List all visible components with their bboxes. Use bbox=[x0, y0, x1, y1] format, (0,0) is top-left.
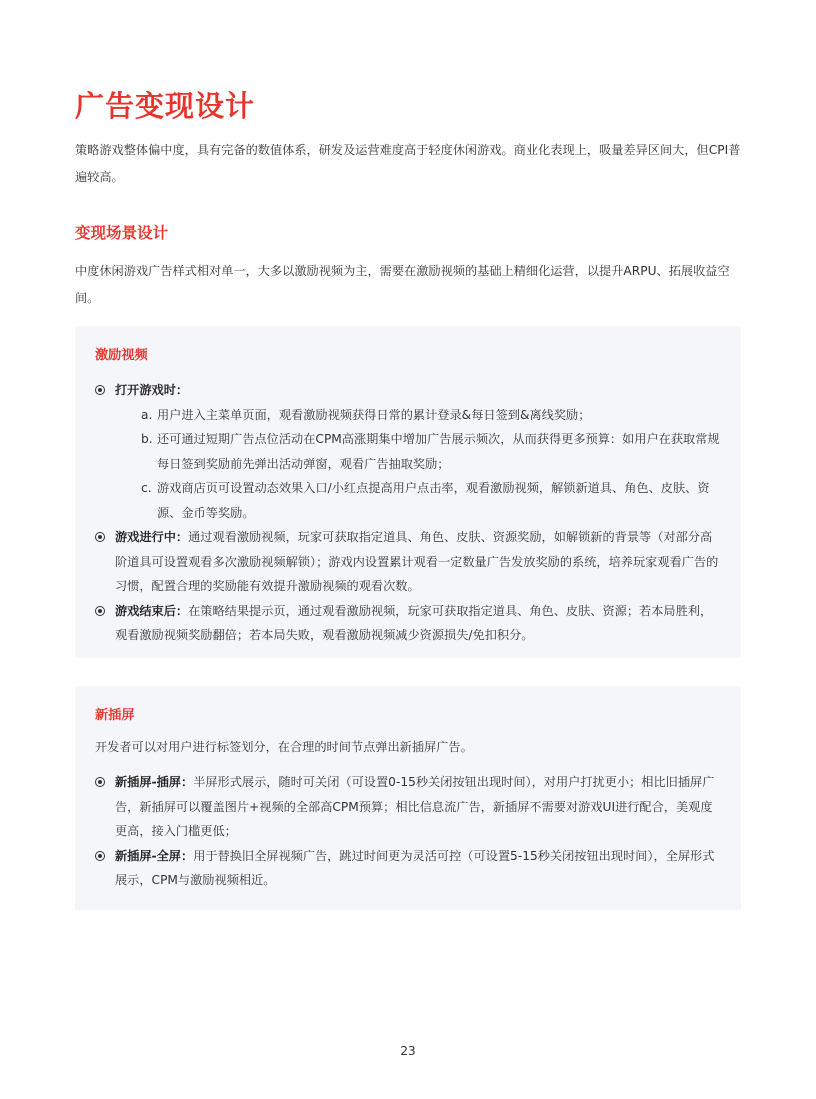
radio-bullet-icon bbox=[95, 385, 105, 395]
sub-item bbox=[115, 403, 721, 428]
new-interstitial-card bbox=[75, 686, 741, 910]
list-item bbox=[95, 525, 721, 599]
intro-paragraph: 策略游戏整体偏中度，具有完备的数值体系，研发及运营难度高于轻度休闲游戏。商业化表现上，吸量差异区间大，但CPI普遍较高。 bbox=[75, 143, 741, 184]
card-title: 新插屏 bbox=[95, 708, 135, 723]
sub-item bbox=[115, 476, 721, 525]
bullet-list bbox=[95, 770, 721, 893]
item-text: 用于替换旧全屏视频广告，跳过时间更为灵活可控（可设置5-15秒关闭按钮出现时间），全屏形式展示，CPM与激励视频相近。 bbox=[115, 848, 715, 887]
list-item bbox=[95, 844, 721, 893]
item-label: 游戏结束后： bbox=[115, 603, 189, 618]
bullet-list bbox=[95, 378, 721, 648]
section-heading: 变现场景设计 bbox=[75, 224, 169, 242]
page-number: 23 bbox=[400, 1044, 416, 1058]
list-item bbox=[95, 770, 721, 844]
section-intro-paragraph: 中度休闲游戏广告样式相对单一，大多以激励视频为主，需要在激励视频的基础上精细化运营，以提升ARPU、拓展收益空间。 bbox=[75, 264, 730, 305]
card-title: 激励视频 bbox=[95, 348, 148, 363]
item-text: 在策略结果提示页，通过观看激励视频，玩家可获取指定道具、角色、皮肤、资源；若本局胜利，观看激励视频奖励翻倍；若本局失败，观看激励视频减少资源损失/免扣积分。 bbox=[115, 603, 713, 642]
item-label: 打开游戏时： bbox=[115, 383, 189, 397]
card-description: 开发者可以对用户进行标签划分，在合理的时间节点弹出新插屏广告。 bbox=[95, 740, 473, 754]
item-label: 游戏进行中： bbox=[115, 530, 189, 544]
sub-list bbox=[115, 403, 721, 526]
sub-item-text: 还可通过短期广告点位活动在CPM高涨期集中增加广告展示频次，从而获得更多预算：如用户在获取常规每日签到奖励前先弹出活动弹窗，观看广告抽取奖励； bbox=[157, 432, 720, 471]
item-label: 新插屏-全屏： bbox=[115, 848, 194, 863]
item-label: 新插屏-插屏： bbox=[115, 775, 194, 789]
sub-item-letter: c. bbox=[141, 481, 152, 495]
radio-bullet-icon bbox=[95, 532, 105, 542]
sub-item-letter: a. bbox=[141, 407, 153, 422]
item-text: 通过观看激励视频，玩家可获取指定道具、角色、皮肤、资源奖励，如解锁新的背景等（对部分高阶道具可设置观看多次激励视频解锁）；游戏内设置累计观看一定数量广告发放奖励的系统，培养玩家观看广告的习惯，配置合理的奖励能有效提升激励视频的观看次数。 bbox=[115, 530, 719, 593]
sub-item-text: 游戏商店页可设置动态效果入口/小红点提高用户点击率，观看激励视频，解锁新道具、角色、皮肤、资源、金币等奖励。 bbox=[157, 481, 710, 520]
page-title: 广告变现设计 bbox=[75, 89, 256, 123]
sub-item-text: 用户进入主菜单页面，观看激励视频获得日常的累计登录&每日签到&离线奖励； bbox=[157, 407, 591, 422]
sub-item-letter: b. bbox=[141, 432, 153, 446]
item-text: 半屏形式展示，随时可关闭（可设置0-15秒关闭按钮出现时间），对用户打扰更小；相比旧插屏广告，新插屏可以覆盖图片+视频的全部高CPM预算；相比信息流广告，新插屏不需要对游戏UI进行配合，美观度更高，接入门槛更低； bbox=[115, 775, 715, 838]
list-item bbox=[95, 378, 721, 525]
radio-bullet-icon bbox=[95, 777, 105, 787]
rewarded-video-card bbox=[75, 326, 741, 658]
radio-bullet-icon bbox=[95, 851, 105, 861]
radio-bullet-icon bbox=[95, 606, 105, 616]
sub-item bbox=[115, 427, 721, 476]
list-item bbox=[95, 599, 721, 648]
